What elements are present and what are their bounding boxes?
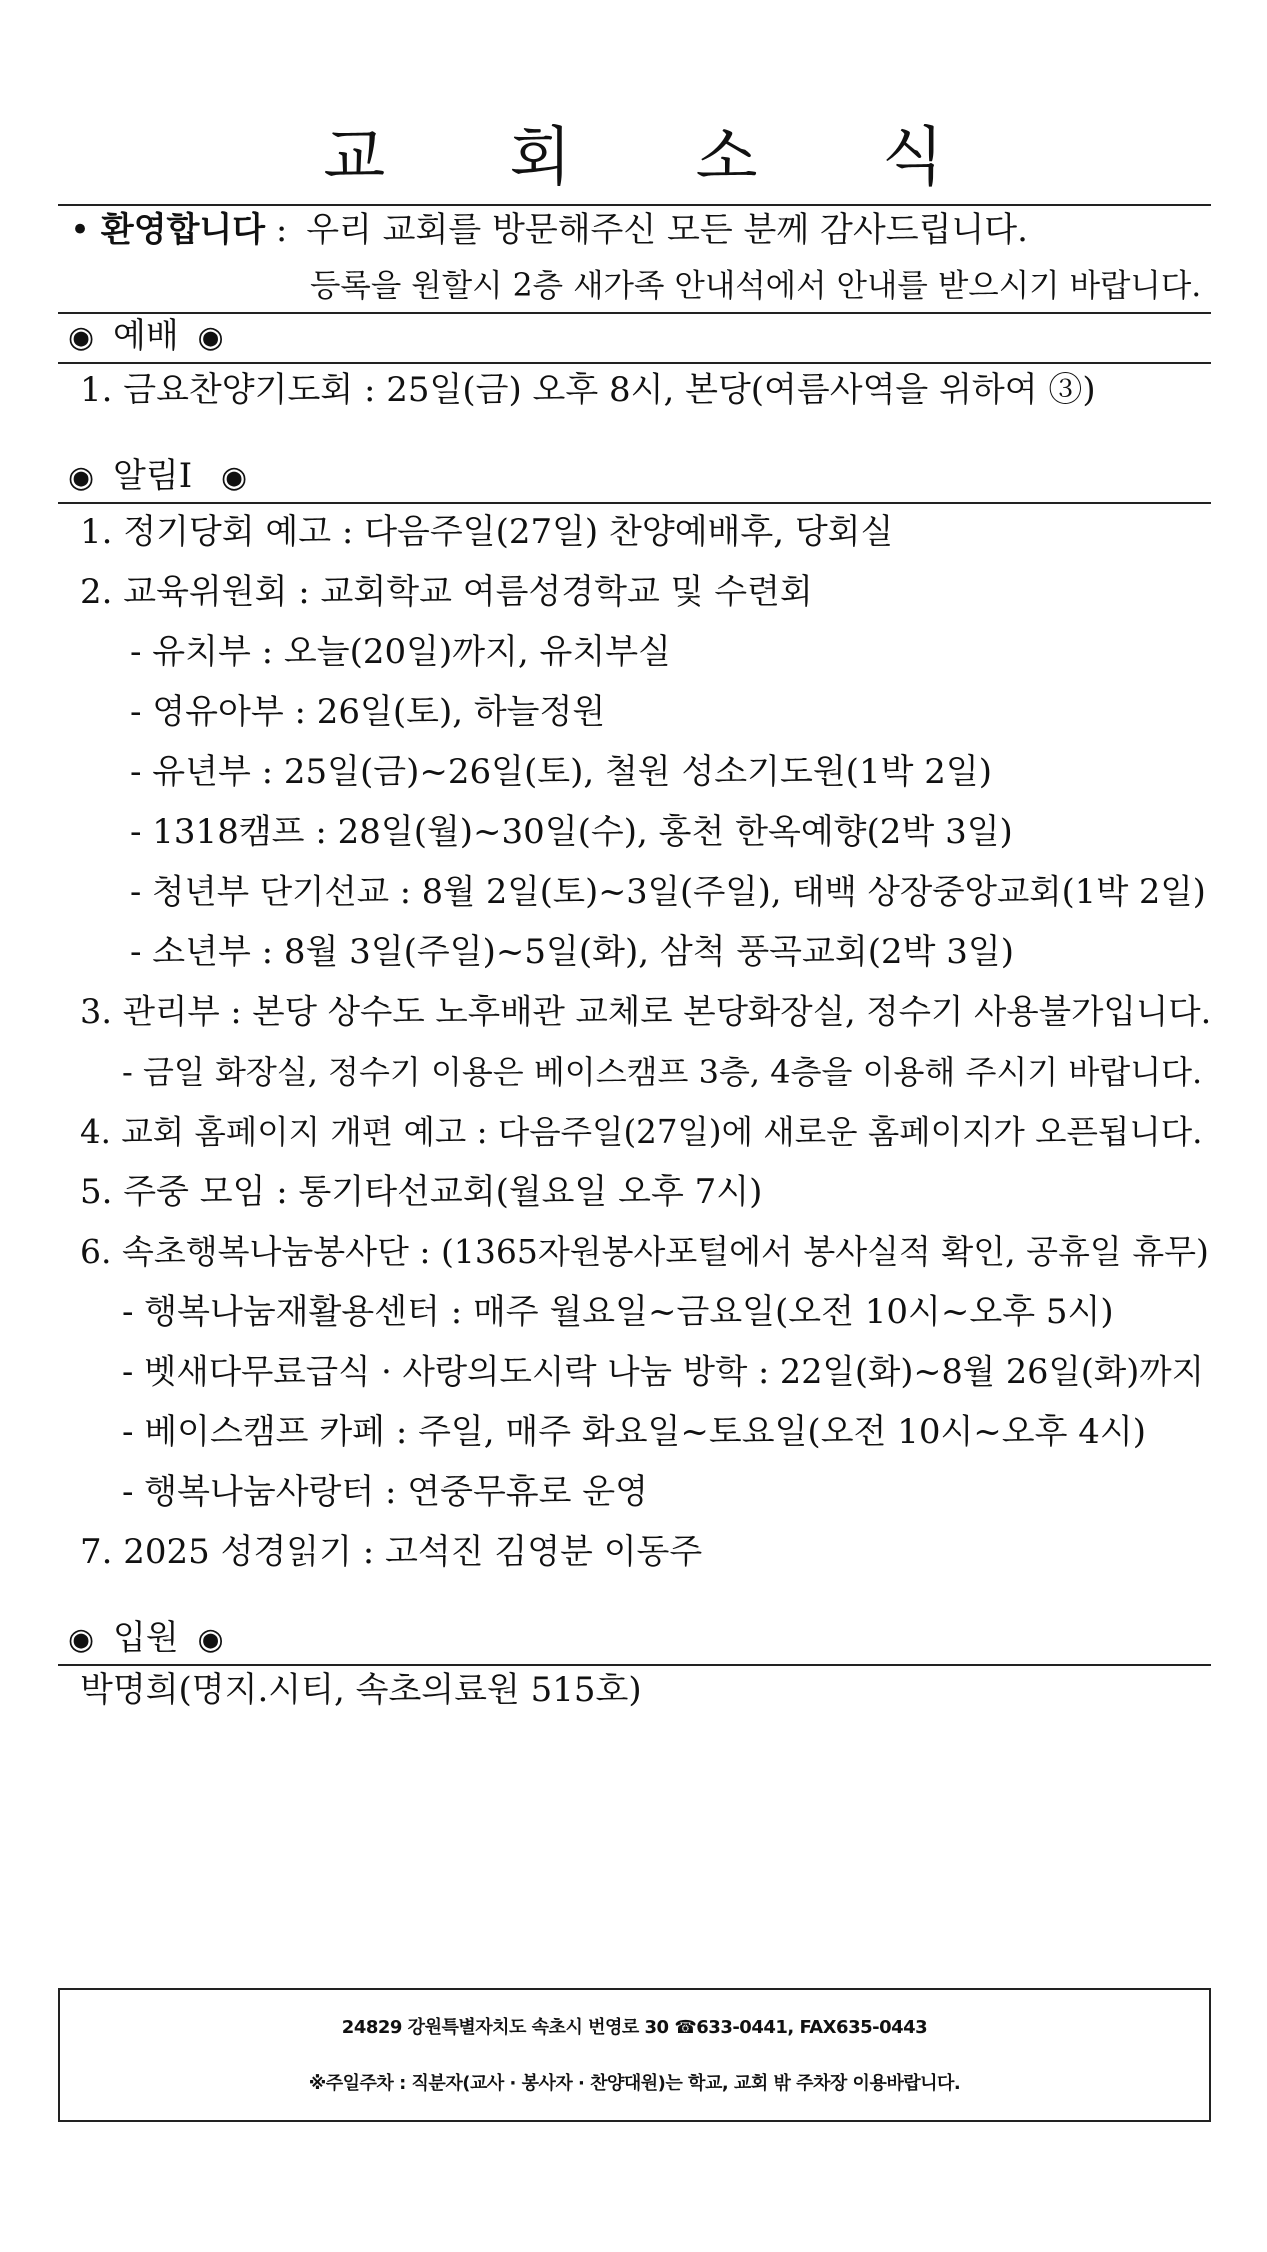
welcome-label: 환영합니다 (100, 210, 266, 250)
notices-heading-text: 알림Ⅰ (113, 456, 193, 496)
notice-subline: - 베이스캠프 카페 : 주일, 매주 화요일~토요일(오전 10시~오후 4시) (122, 1412, 1147, 1452)
welcome-first-line (70, 208, 1028, 252)
hospital-divider (58, 1664, 1211, 1666)
bullseye-icon: ◉ (68, 320, 95, 355)
worship-divider (58, 362, 1211, 364)
notice-subline: - 1318캠프 : 28일(월)~30일(수), 홍천 한옥예향(2박 3일) (130, 812, 1013, 852)
hospital-heading-text: 입원 (113, 1618, 179, 1658)
hospital-item: 박명희(명지.시티, 속초의료원 515호) (80, 1670, 642, 1710)
notice-subline: - 영유아부 : 26일(토), 하늘정원 (130, 692, 606, 732)
notice-subline: - 행복나눔재활용센터 : 매주 월요일~금요일(오전 10시~오후 5시) (122, 1292, 1114, 1332)
bullseye-icon: ◉ (197, 320, 224, 355)
title-divider (58, 204, 1211, 206)
welcome-separator: : (265, 210, 288, 250)
worship-item: 1. 금요찬양기도회 : 25일(금) 오후 8시, 본당(여름사역을 위하여 ③) (80, 370, 1096, 410)
bullet-icon: • (70, 210, 91, 250)
notice-subline: - 청년부 단기선교 : 8월 2일(토)~3일(주일), 태백 상장중앙교회(1박 2일) (130, 872, 1206, 911)
notices-divider (58, 502, 1211, 504)
notice-line: 6. 속초행복나눔봉사단 : (1365자원봉사포털에서 봉사실적 확인, 공휴일 휴무) (80, 1232, 1209, 1271)
footer-box (58, 1988, 1211, 2122)
notices-heading (68, 454, 247, 500)
notice-subline: - 유년부 : 25일(금)~26일(토), 철원 성소기도원(1박 2일) (130, 752, 992, 792)
notice-line: 2. 교육위원회 : 교회학교 여름성경학교 및 수련회 (80, 572, 813, 612)
notice-line: 7. 2025 성경읽기 : 고석진 김영분 이동주 (80, 1532, 703, 1572)
notice-subline: - 유치부 : 오늘(20일)까지, 유치부실 (130, 632, 671, 672)
bullseye-icon: ◉ (68, 1622, 95, 1657)
welcome-divider (58, 312, 1211, 314)
bullseye-icon: ◉ (68, 460, 95, 495)
notice-subline: - 벳새다무료급식 · 사랑의도시락 나눔 방학 : 22일(화)~8월 26일(화)까지 (122, 1352, 1205, 1391)
bullseye-icon: ◉ (220, 460, 248, 495)
notice-line: 1. 정기당회 예고 : 다음주일(27일) 찬양예배후, 당회실 (80, 512, 894, 552)
notice-line: 5. 주중 모임 : 통기타선교회(월요일 오후 7시) (80, 1172, 763, 1212)
page-title: 교 회 소 식 (323, 121, 996, 195)
notice-line: 4. 교회 홈페이지 개편 예고 : 다음주일(27일)에 새로운 홈페이지가 오픈됩니다. (80, 1113, 1203, 1151)
notice-subline: - 행복나눔사랑터 : 연중무휴로 운영 (122, 1472, 648, 1512)
worship-heading-text: 예배 (113, 316, 179, 356)
welcome-text-1: 우리 교회를 방문해주신 모든 분께 감사드립니다. (306, 210, 1028, 250)
notice-subline: - 소년부 : 8월 3일(주일)~5일(화), 삼척 풍곡교회(2박 3일) (130, 932, 1014, 972)
notice-subline: - 금일 화장실, 정수기 이용은 베이스캠프 3층, 4층을 이용해 주시기 바랍니다. (122, 1053, 1203, 1091)
worship-heading (68, 314, 224, 360)
welcome-text-2: 등록을 원할시 2층 새가족 안내석에서 안내를 받으시기 바랍니다. (310, 268, 1202, 304)
bullseye-icon: ◉ (197, 1622, 224, 1657)
notice-line: 3. 관리부 : 본당 상수도 노후배관 교체로 본당화장실, 정수기 사용불가입니다. (80, 992, 1212, 1031)
footer-parking-notice: ※주일주차 : 직분자(교사 · 봉사자 · 찬양대원)는 학교, 교회 밖 주차장 이용바랍니다. (308, 2073, 961, 2094)
footer-address: 24829 강원특별자치도 속초시 번영로 30 ☎633-0441, FAX635-0443 (341, 2017, 928, 2038)
hospital-heading (68, 1616, 224, 1662)
